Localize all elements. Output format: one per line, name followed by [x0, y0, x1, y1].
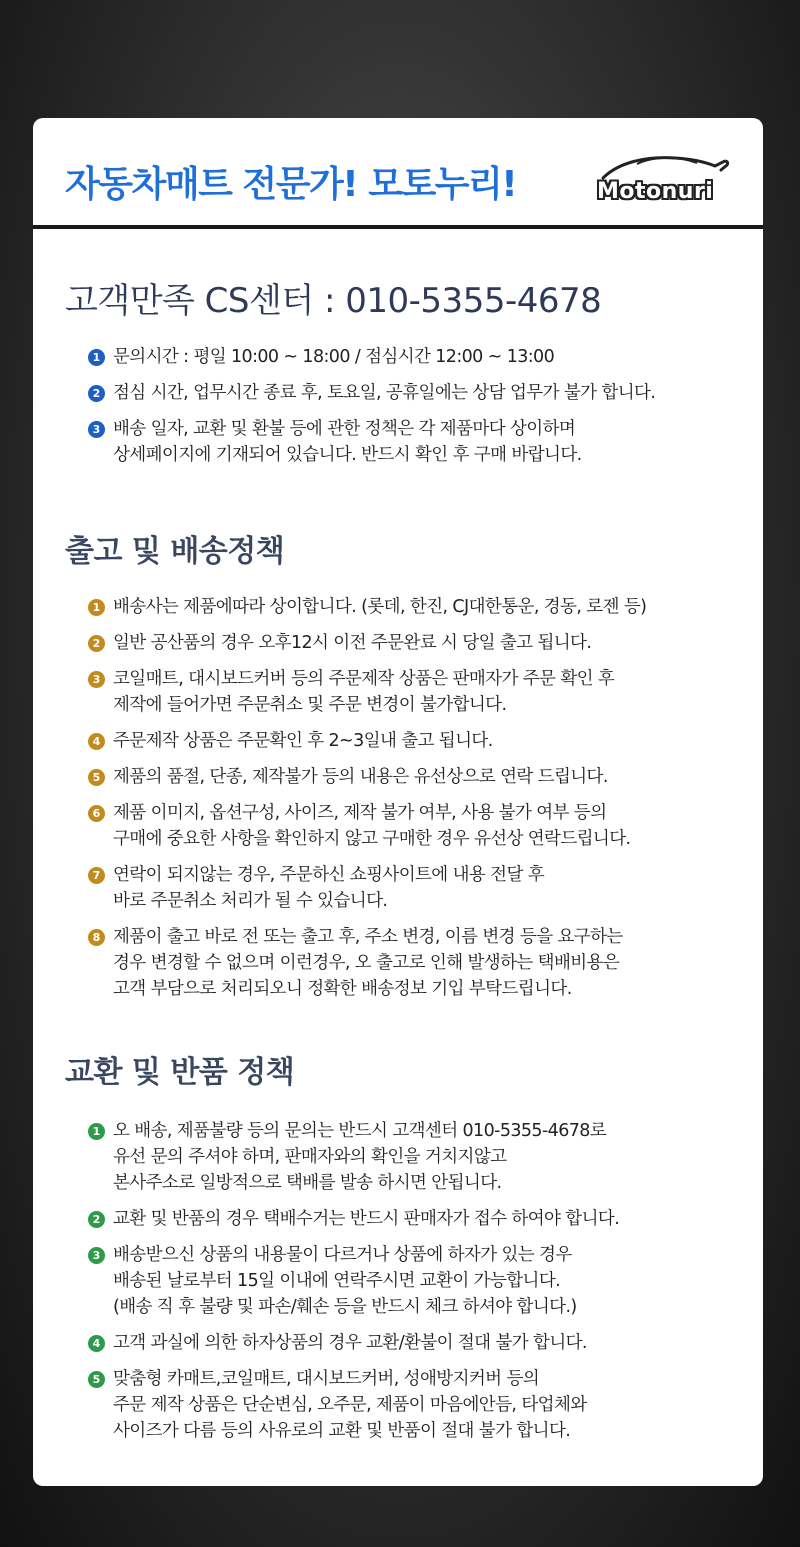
car-silhouette-icon — [597, 150, 733, 180]
list-item — [88, 862, 748, 914]
list-item-text: 제품 이미지, 옵션구성, 사이즈, 제작 불가 여부, 사용 불가 여부 등의 구매에 중요한 사항을 확인하지 않고 구매한 경우 유선상 연락드립니다. — [113, 803, 631, 849]
list-item-text: 배송 일자, 교환 및 환불 등에 관한 정책은 각 제품마다 상이하며 상세페이지에 기재되어 있습니다. 반드시 확인 후 구매 바랍니다. — [113, 419, 582, 465]
page-title: 자동차매트 전문가! 모토누리! — [65, 164, 517, 205]
list-item — [88, 1366, 748, 1444]
number-badge: 8 — [88, 929, 105, 946]
list-item — [88, 1206, 748, 1232]
number-badge: 2 — [88, 635, 105, 652]
list-item-text: 연락이 되지않는 경우, 주문하신 쇼핑사이트에 내용 전달 후 바로 주문취소 처리가 될 수 있습니다. — [113, 865, 545, 911]
number-badge: 6 — [88, 805, 105, 822]
number-badge: 4 — [88, 1335, 105, 1352]
list-item — [88, 666, 748, 718]
list-item-text: 제품이 출고 바로 전 또는 출고 후, 주소 변경, 이름 변경 등을 요구하는 경우 변경할 수 없으며 이런경우, 오 출고로 인해 발생하는 택배비용은 고객 부담으로 처리되오니 정확한 배송정보 기입 부탁드립니다. — [113, 927, 623, 999]
list-item — [88, 416, 748, 468]
motonuri-logo — [597, 150, 733, 204]
list-item — [88, 1118, 748, 1196]
header — [33, 118, 763, 228]
number-badge: 3 — [88, 671, 105, 688]
list-item-text: 점심 시간, 업무시간 종료 후, 토요일, 공휴일에는 상담 업무가 불가 합니다. — [113, 383, 656, 403]
shipping-list — [88, 594, 748, 1012]
list-item-text: 배송사는 제품에따라 상이합니다. (롯데, 한진, CJ대한통운, 경동, 로젠 등) — [113, 597, 647, 617]
list-item — [88, 728, 748, 754]
list-item — [88, 800, 748, 852]
list-item — [88, 344, 748, 370]
logo-text: Motonuri — [597, 179, 714, 204]
returns-list — [88, 1118, 748, 1454]
number-badge: 7 — [88, 867, 105, 884]
list-item-text: 오 배송, 제품불량 등의 문의는 반드시 고객센터 010-5355-4678로 유선 문의 주셔야 하며, 판매자와의 확인을 거치지않고 본사주소로 일방적으로 택배를 발송 하시면 안됩니다. — [113, 1121, 607, 1193]
list-item — [88, 764, 748, 790]
number-badge: 3 — [88, 421, 105, 438]
list-item-text: 일반 공산품의 경우 오후12시 이전 주문완료 시 당일 출고 됩니다. — [113, 633, 592, 653]
number-badge: 3 — [88, 1247, 105, 1264]
list-item-text: 제품의 품절, 단종, 제작불가 등의 내용은 유선상으로 연락 드립니다. — [113, 767, 608, 787]
number-badge: 1 — [88, 1123, 105, 1140]
number-badge: 1 — [88, 599, 105, 616]
cs-list — [88, 344, 748, 478]
list-item — [88, 380, 748, 406]
policy-card — [33, 118, 763, 1486]
number-badge: 1 — [88, 349, 105, 366]
number-badge: 2 — [88, 385, 105, 402]
number-badge: 2 — [88, 1211, 105, 1228]
list-item-text: 고객 과실에 의한 하자상품의 경우 교환/환불이 절대 불가 합니다. — [113, 1333, 587, 1353]
header-divider — [33, 225, 763, 229]
shipping-policy-title: 출고 및 배송정책 — [65, 534, 285, 569]
list-item — [88, 924, 748, 1002]
list-item-text: 배송받으신 상품의 내용물이 다르거나 상품에 하자가 있는 경우 배송된 날로부터 15일 이내에 연락주시면 교환이 가능합니다. (배송 직 후 불량 및 파손/훼손 등을 반드시 체크 하셔야 합니다.) — [113, 1245, 577, 1317]
return-policy-title: 교환 및 반품 정책 — [65, 1055, 295, 1090]
list-item-text: 맞춤형 카매트,코일매트, 대시보드커버, 성애방지커버 등의 주문 제작 상품은 단순변심, 오주문, 제품이 마음에안듬, 타업체와 사이즈가 다름 등의 사유로의 교환 및 반품이 절대 불가 합니다. — [113, 1369, 587, 1441]
number-badge: 5 — [88, 1371, 105, 1388]
cs-center-title: 고객만족 CS센터 : 010-5355-4678 — [65, 281, 602, 321]
list-item-text: 코일매트, 대시보드커버 등의 주문제작 상품은 판매자가 주문 확인 후 제작에 들어가면 주문취소 및 주문 변경이 불가합니다. — [113, 669, 615, 715]
list-item-text: 교환 및 반품의 경우 택배수거는 반드시 판매자가 접수 하여야 합니다. — [113, 1209, 620, 1229]
list-item — [88, 1242, 748, 1320]
number-badge: 4 — [88, 733, 105, 750]
list-item-text: 문의시간 : 평일 10:00 ~ 18:00 / 점심시간 12:00 ~ 13:00 — [113, 347, 555, 367]
list-item — [88, 594, 748, 620]
list-item — [88, 1330, 748, 1356]
list-item — [88, 630, 748, 656]
number-badge: 5 — [88, 769, 105, 786]
list-item-text: 주문제작 상품은 주문확인 후 2~3일내 출고 됩니다. — [113, 731, 493, 751]
